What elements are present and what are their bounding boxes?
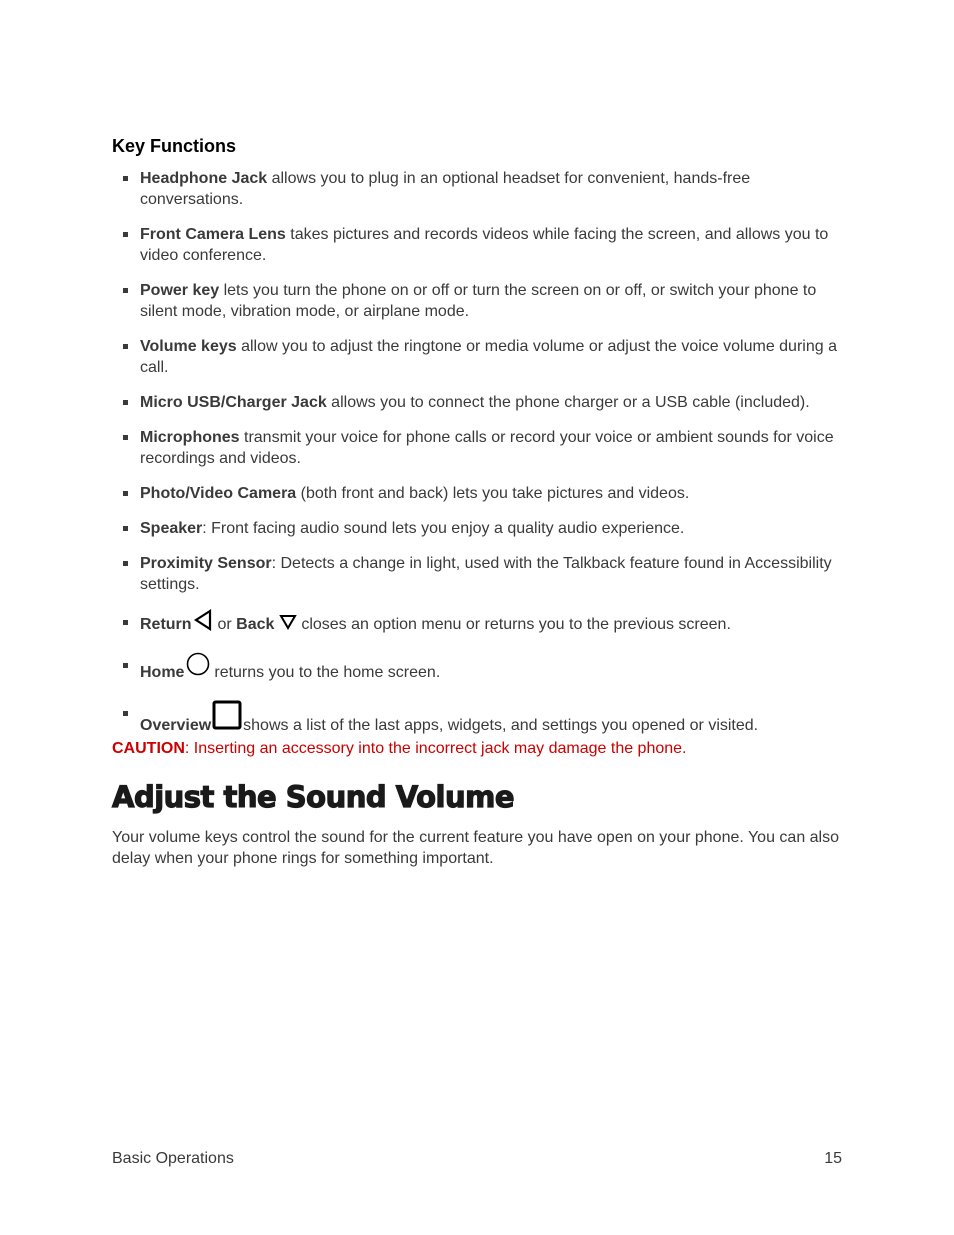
- bullet-icon: [123, 400, 128, 405]
- return-back-text: closes an option menu or returns you to the previous screen.: [301, 616, 731, 633]
- item-term: Speaker: [140, 520, 203, 537]
- list-item: [112, 483, 844, 504]
- list-item: [112, 280, 844, 322]
- item-text: : Front facing audio sound lets you enjoy a quality audio experience.: [202, 520, 685, 537]
- item-term: Micro USB/Charger Jack: [140, 394, 327, 411]
- overview-term: Overview: [140, 717, 212, 734]
- section-title: Adjust the Sound Volume: [112, 780, 514, 814]
- caution-text: : Inserting an accessory into the incorrect jack may damage the phone.: [184, 740, 687, 757]
- bullet-icon: [123, 620, 128, 625]
- item-text: allows you to connect the phone charger or a USB cable (included).: [326, 394, 810, 411]
- bullet-icon: [123, 435, 128, 440]
- item-text: transmit your voice for phone calls or record your voice or ambient sounds for voice recordings and videos.: [140, 429, 834, 467]
- circle-outline-icon: [186, 652, 210, 676]
- bullet-icon: [123, 344, 128, 349]
- bullet-icon: [123, 176, 128, 181]
- list-item: [112, 427, 844, 469]
- return-term: Return: [140, 616, 192, 633]
- list-item: [112, 336, 844, 378]
- item-text: takes pictures and records videos while facing the screen, and allows you to video conference.: [140, 226, 829, 264]
- list-item-home: [112, 652, 844, 686]
- square-outline-icon: [211, 700, 243, 732]
- bullet-icon: [123, 561, 128, 566]
- back-term: Back: [236, 616, 275, 633]
- bullet-icon: [123, 232, 128, 237]
- list-item-overview: [112, 700, 844, 739]
- item-text: : Detects a change in light, used with the Talkback feature found in Accessibility settings.: [140, 555, 832, 593]
- bullet-icon: [123, 491, 128, 496]
- item-term: Photo/Video Camera: [140, 485, 297, 502]
- item-text: allows you to plug in an optional headset for convenient, hands-free conversations.: [140, 170, 751, 208]
- bullet-icon: [123, 711, 128, 716]
- caution-note: [112, 738, 844, 759]
- footer-section-name: Basic Operations: [112, 1150, 234, 1167]
- bullet-icon: [123, 526, 128, 531]
- triangle-left-outline-icon: [193, 609, 213, 631]
- or-text: or: [217, 616, 232, 633]
- list-item: [112, 392, 844, 413]
- home-text: returns you to the home screen.: [214, 664, 441, 681]
- bullet-icon: [123, 288, 128, 293]
- caution-label: CAUTION: [112, 740, 185, 757]
- overview-text: shows a list of the last apps, widgets, and settings you opened or visited.: [243, 717, 759, 734]
- body-paragraph: Your volume keys control the sound for the current feature you have open on your phone. You can also delay when your phone rings for something important.: [112, 829, 840, 867]
- list-item: [112, 224, 844, 266]
- triangle-down-outline-icon: [279, 614, 297, 630]
- key-functions-list: [112, 168, 844, 739]
- list-item: [112, 518, 844, 539]
- item-text: allow you to adjust the ringtone or media volume or adjust the voice volume during a call.: [140, 338, 837, 376]
- list-item: [112, 168, 844, 210]
- item-term: Microphones: [140, 429, 240, 446]
- home-term: Home: [140, 664, 185, 681]
- item-term: Headphone Jack: [140, 170, 268, 187]
- bullet-icon: [123, 663, 128, 668]
- item-term: Power key: [140, 282, 220, 299]
- item-term: Front Camera Lens: [140, 226, 286, 243]
- section-heading: Key Functions: [112, 136, 237, 156]
- list-item: [112, 553, 844, 595]
- item-term: Proximity Sensor: [140, 555, 272, 572]
- item-term: Volume keys: [140, 338, 237, 355]
- item-text: lets you turn the phone on or off or turn the screen on or off, or switch your phone to silent mode, vibration mode, or airplane mode.: [140, 282, 817, 320]
- item-text: (both front and back) lets you take pictures and videos.: [296, 485, 690, 502]
- list-item-return-back: [112, 609, 844, 638]
- footer-page-number: 15: [824, 1150, 842, 1167]
